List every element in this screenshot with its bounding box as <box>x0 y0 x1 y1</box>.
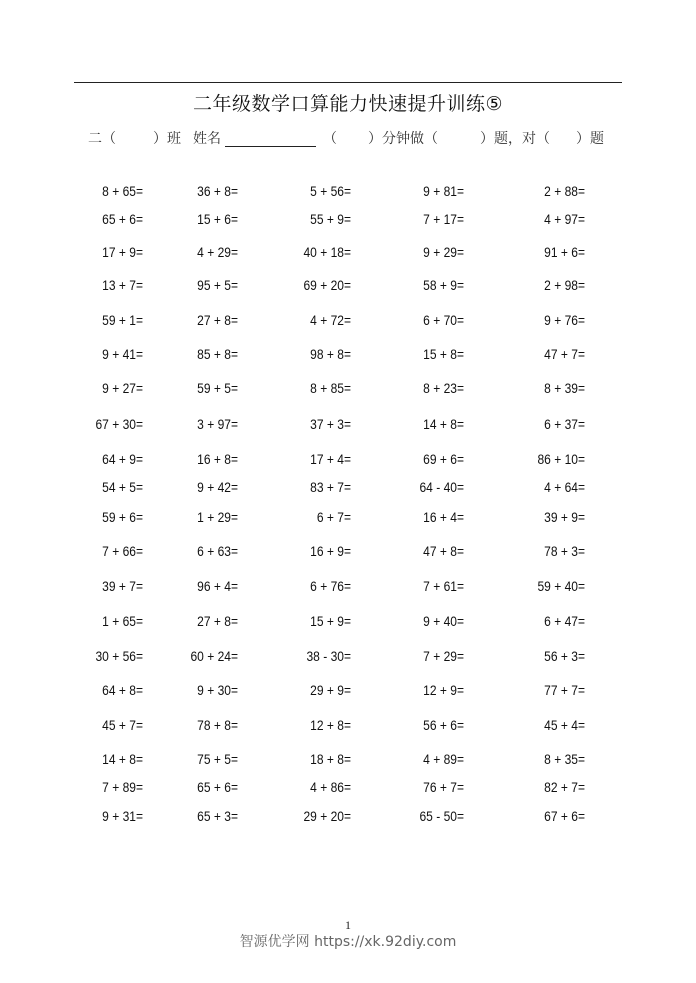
problem-cell: 77 + 7= <box>544 682 585 698</box>
problem-cell: 86 + 10= <box>537 451 585 467</box>
problem-cell: 78 + 3= <box>544 543 585 559</box>
problem-cell: 56 + 3= <box>544 648 585 664</box>
problem-cell: 16 + 4= <box>423 509 464 525</box>
problem-cell: 64 + 9= <box>102 451 143 467</box>
problem-cell: 9 + 30= <box>197 682 238 698</box>
problem-cell: 7 + 17= <box>423 211 464 227</box>
problem-cell: 3 + 97= <box>197 416 238 432</box>
problem-cell: 4 + 72= <box>310 312 351 328</box>
footer-watermark: 智源优学网 https://xk.92diy.com <box>239 934 457 950</box>
problem-cell: 54 + 5= <box>102 479 143 495</box>
problem-cell: 9 + 27= <box>102 380 143 396</box>
name-label: 姓名 <box>193 131 221 147</box>
time-open: （ <box>323 131 337 147</box>
problem-cell: 78 + 8= <box>197 717 238 733</box>
problem-cell: 6 + 76= <box>310 578 351 594</box>
problem-cell: 9 + 29= <box>423 244 464 260</box>
problem-cell: 59 + 5= <box>197 380 238 396</box>
problem-cell: 69 + 20= <box>303 277 351 293</box>
problem-cell: 56 + 6= <box>423 717 464 733</box>
problem-cell: 65 - 50= <box>419 808 464 824</box>
problem-cell: 67 + 30= <box>95 416 143 432</box>
problem-cell: 83 + 7= <box>310 479 351 495</box>
problem-cell: 8 + 85= <box>310 380 351 396</box>
problem-cell: 1 + 29= <box>197 509 238 525</box>
problem-cell: 67 + 6= <box>544 808 585 824</box>
problem-cell: 2 + 98= <box>544 277 585 293</box>
problem-cell: 17 + 9= <box>102 244 143 260</box>
problem-cell: 75 + 5= <box>197 751 238 767</box>
problem-cell: 39 + 9= <box>544 509 585 525</box>
problem-cell: 16 + 8= <box>197 451 238 467</box>
problem-cell: 15 + 8= <box>423 346 464 362</box>
page-title: 二年级数学口算能力快速提升训练⑤ <box>192 93 504 115</box>
problem-cell: 30 + 56= <box>95 648 143 664</box>
problem-cell: 1 + 65= <box>102 613 143 629</box>
problem-cell: 12 + 9= <box>423 682 464 698</box>
problem-cell: 65 + 6= <box>102 211 143 227</box>
problem-cell: 17 + 4= <box>310 451 351 467</box>
problem-cell: 47 + 7= <box>544 346 585 362</box>
problem-cell: 59 + 40= <box>537 578 585 594</box>
problem-cell: 5 + 56= <box>310 183 351 199</box>
problem-cell: 8 + 35= <box>544 751 585 767</box>
problem-cell: 39 + 7= <box>102 578 143 594</box>
problem-cell: 98 + 8= <box>310 346 351 362</box>
problem-cell: 27 + 8= <box>197 613 238 629</box>
problem-cell: 6 + 63= <box>197 543 238 559</box>
problem-cell: 82 + 7= <box>544 779 585 795</box>
problem-cell: 8 + 65= <box>102 183 143 199</box>
problem-cell: 76 + 7= <box>423 779 464 795</box>
problem-cell: 7 + 61= <box>423 578 464 594</box>
problem-cell: 95 + 5= <box>197 277 238 293</box>
problem-cell: 14 + 8= <box>102 751 143 767</box>
correct-close: ）题 <box>576 131 604 147</box>
problem-cell: 85 + 8= <box>197 346 238 362</box>
problem-cell: 91 + 6= <box>544 244 585 260</box>
problem-cell: 27 + 8= <box>197 312 238 328</box>
problem-cell: 36 + 8= <box>197 183 238 199</box>
problem-cell: 4 + 86= <box>310 779 351 795</box>
problem-cell: 60 + 24= <box>190 648 238 664</box>
problem-cell: 13 + 7= <box>102 277 143 293</box>
problem-cell: 64 - 40= <box>419 479 464 495</box>
problem-cell: 4 + 89= <box>423 751 464 767</box>
problem-cell: 38 - 30= <box>306 648 351 664</box>
problem-cell: 8 + 23= <box>423 380 464 396</box>
problem-cell: 37 + 3= <box>310 416 351 432</box>
problem-cell: 7 + 89= <box>102 779 143 795</box>
problem-cell: 2 + 88= <box>544 183 585 199</box>
problem-cell: 9 + 81= <box>423 183 464 199</box>
problem-cell: 6 + 37= <box>544 416 585 432</box>
problem-cell: 16 + 9= <box>310 543 351 559</box>
problem-cell: 58 + 9= <box>423 277 464 293</box>
problem-cell: 9 + 31= <box>102 808 143 824</box>
problem-cell: 65 + 6= <box>197 779 238 795</box>
problem-cell: 29 + 20= <box>303 808 351 824</box>
problem-cell: 45 + 4= <box>544 717 585 733</box>
problem-cell: 40 + 18= <box>303 244 351 260</box>
problem-cell: 8 + 39= <box>544 380 585 396</box>
problem-cell: 7 + 29= <box>423 648 464 664</box>
problem-cell: 59 + 1= <box>102 312 143 328</box>
problem-cell: 29 + 9= <box>310 682 351 698</box>
problem-cell: 45 + 7= <box>102 717 143 733</box>
class-suffix: ）班 <box>153 131 181 147</box>
problem-cell: 65 + 3= <box>197 808 238 824</box>
problem-cell: 14 + 8= <box>423 416 464 432</box>
problem-cell: 47 + 8= <box>423 543 464 559</box>
problem-cell: 4 + 64= <box>544 479 585 495</box>
problem-cell: 9 + 76= <box>544 312 585 328</box>
class-prefix: 二（ <box>88 131 116 147</box>
problem-cell: 9 + 41= <box>102 346 143 362</box>
problem-cell: 9 + 40= <box>423 613 464 629</box>
problem-cell: 64 + 8= <box>102 682 143 698</box>
problem-cell: 12 + 8= <box>310 717 351 733</box>
time-close: ）分钟做（ <box>368 131 438 147</box>
problem-cell: 96 + 4= <box>197 578 238 594</box>
page-number: 1 <box>345 918 351 932</box>
problem-cell: 55 + 9= <box>310 211 351 227</box>
problem-cell: 6 + 70= <box>423 312 464 328</box>
problem-cell: 9 + 42= <box>197 479 238 495</box>
problem-cell: 15 + 6= <box>197 211 238 227</box>
problem-cell: 4 + 29= <box>197 244 238 260</box>
problem-cell: 69 + 6= <box>423 451 464 467</box>
count-close: ）题，对（ <box>480 131 550 147</box>
problem-cell: 18 + 8= <box>310 751 351 767</box>
problem-cell: 6 + 7= <box>316 509 351 525</box>
problem-cell: 7 + 66= <box>102 543 143 559</box>
problem-cell: 4 + 97= <box>544 211 585 227</box>
problem-cell: 59 + 6= <box>102 509 143 525</box>
problem-cell: 15 + 9= <box>310 613 351 629</box>
problem-cell: 6 + 47= <box>544 613 585 629</box>
